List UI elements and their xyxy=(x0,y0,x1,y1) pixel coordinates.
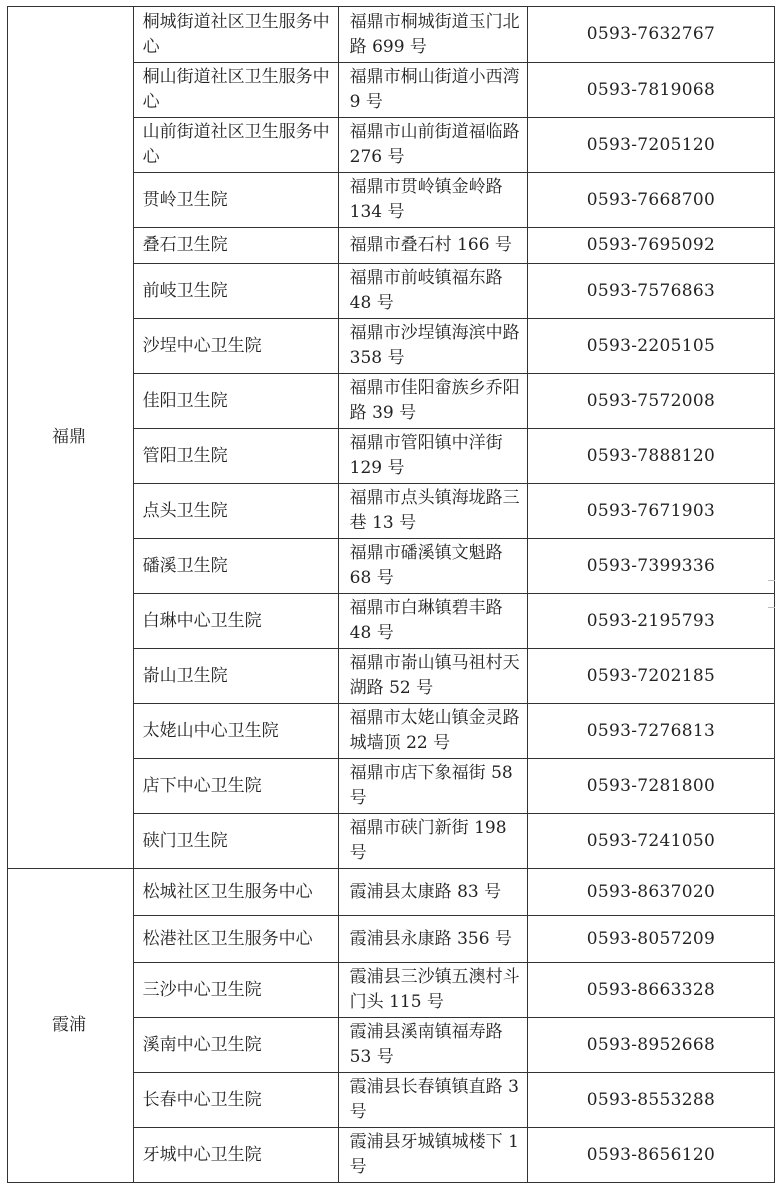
address-cell: 福鼎市山前街道福临路 276 号 xyxy=(338,118,527,173)
phone-cell: 0593-7819068 xyxy=(527,63,774,118)
hospital-name-cell: 溪南中心卫生院 xyxy=(133,1018,338,1073)
phone-cell: 0593-8553288 xyxy=(527,1073,774,1128)
phone-cell: 0593-7202185 xyxy=(527,649,774,704)
hospital-name-cell: 磻溪卫生院 xyxy=(133,539,338,594)
phone-cell: 0593-7695092 xyxy=(527,228,774,264)
address-cell: 福鼎市太姥山镇金灵路城墙顶 22 号 xyxy=(338,704,527,759)
hospital-name-cell: 三沙中心卫生院 xyxy=(133,963,338,1018)
phone-cell: 0593-8637020 xyxy=(527,869,774,916)
phone-cell: 0593-7576863 xyxy=(527,264,774,319)
address-cell: 福鼎市桐城街道玉门北路 699 号 xyxy=(338,7,527,63)
phone-cell: 0593-7281800 xyxy=(527,759,774,814)
hospital-table xyxy=(7,6,775,1183)
hospital-name-cell: 管阳卫生院 xyxy=(133,429,338,484)
table-row xyxy=(8,7,775,63)
phone-cell: 0593-8952668 xyxy=(527,1018,774,1073)
address-cell: 福鼎市店下象福街 58 号 xyxy=(338,759,527,814)
hospital-name-cell: 点头卫生院 xyxy=(133,484,338,539)
table-body xyxy=(8,7,775,1183)
address-cell: 霞浦县牙城镇城楼下 1 号 xyxy=(338,1128,527,1183)
phone-cell: 0593-7668700 xyxy=(527,173,774,228)
address-cell: 福鼎市硖门新街 198 号 xyxy=(338,814,527,869)
address-cell: 福鼎市佳阳畲族乡乔阳路 39 号 xyxy=(338,374,527,429)
address-cell: 霞浦县太康路 83 号 xyxy=(338,869,527,916)
address-cell: 福鼎市磻溪镇文魁路 68 号 xyxy=(338,539,527,594)
address-cell: 福鼎市沙埕镇海滨中路 358 号 xyxy=(338,319,527,374)
hospital-name-cell: 嵛山卫生院 xyxy=(133,649,338,704)
phone-cell: 0593-2195793 xyxy=(527,594,774,649)
hospital-name-cell: 佳阳卫生院 xyxy=(133,374,338,429)
hospital-name-cell: 太姥山中心卫生院 xyxy=(133,704,338,759)
hospital-name-cell: 叠石卫生院 xyxy=(133,228,338,264)
phone-cell: 0593-7276813 xyxy=(527,704,774,759)
edge-mark xyxy=(768,580,775,581)
hospital-name-cell: 店下中心卫生院 xyxy=(133,759,338,814)
phone-cell: 0593-8663328 xyxy=(527,963,774,1018)
address-cell: 福鼎市叠石村 166 号 xyxy=(338,228,527,264)
phone-cell: 0593-7632767 xyxy=(527,7,774,63)
table-row xyxy=(8,869,775,916)
hospital-name-cell: 长春中心卫生院 xyxy=(133,1073,338,1128)
hospital-name-cell: 白琳中心卫生院 xyxy=(133,594,338,649)
edge-mark xyxy=(768,607,775,608)
hospital-name-cell: 牙城中心卫生院 xyxy=(133,1128,338,1183)
hospital-name-cell: 山前街道社区卫生服务中心 xyxy=(133,118,338,173)
phone-cell: 0593-8656120 xyxy=(527,1128,774,1183)
hospital-name-cell: 沙埕中心卫生院 xyxy=(133,319,338,374)
region-cell: 霞浦 xyxy=(8,869,134,1183)
phone-cell: 0593-7205120 xyxy=(527,118,774,173)
phone-cell: 0593-8057209 xyxy=(527,916,774,963)
hospital-name-cell: 松城社区卫生服务中心 xyxy=(133,869,338,916)
phone-cell: 0593-7671903 xyxy=(527,484,774,539)
address-cell: 福鼎市管阳镇中洋街 129 号 xyxy=(338,429,527,484)
hospital-name-cell: 前岐卫生院 xyxy=(133,264,338,319)
hospital-name-cell: 贯岭卫生院 xyxy=(133,173,338,228)
address-cell: 福鼎市贯岭镇金岭路 134 号 xyxy=(338,173,527,228)
address-cell: 福鼎市点头镇海垅路三巷 13 号 xyxy=(338,484,527,539)
phone-cell: 0593-7888120 xyxy=(527,429,774,484)
address-cell: 霞浦县永康路 356 号 xyxy=(338,916,527,963)
phone-cell: 0593-2205105 xyxy=(527,319,774,374)
address-cell: 福鼎市桐山街道小西湾 9 号 xyxy=(338,63,527,118)
phone-cell: 0593-7399336 xyxy=(527,539,774,594)
phone-cell: 0593-7572008 xyxy=(527,374,774,429)
hospital-name-cell: 桐山街道社区卫生服务中心 xyxy=(133,63,338,118)
hospital-name-cell: 桐城街道社区卫生服务中心 xyxy=(133,7,338,63)
hospital-name-cell: 松港社区卫生服务中心 xyxy=(133,916,338,963)
address-cell: 霞浦县三沙镇五澳村斗门头 115 号 xyxy=(338,963,527,1018)
address-cell: 福鼎市前岐镇福东路 48 号 xyxy=(338,264,527,319)
region-cell: 福鼎 xyxy=(8,7,134,869)
hospital-name-cell: 硖门卫生院 xyxy=(133,814,338,869)
address-cell: 福鼎市白琳镇碧丰路 48 号 xyxy=(338,594,527,649)
address-cell: 福鼎市嵛山镇马祖村天湖路 52 号 xyxy=(338,649,527,704)
address-cell: 霞浦县长春镇镇直路 3 号 xyxy=(338,1073,527,1128)
phone-cell: 0593-7241050 xyxy=(527,814,774,869)
address-cell: 霞浦县溪南镇福寿路 53 号 xyxy=(338,1018,527,1073)
